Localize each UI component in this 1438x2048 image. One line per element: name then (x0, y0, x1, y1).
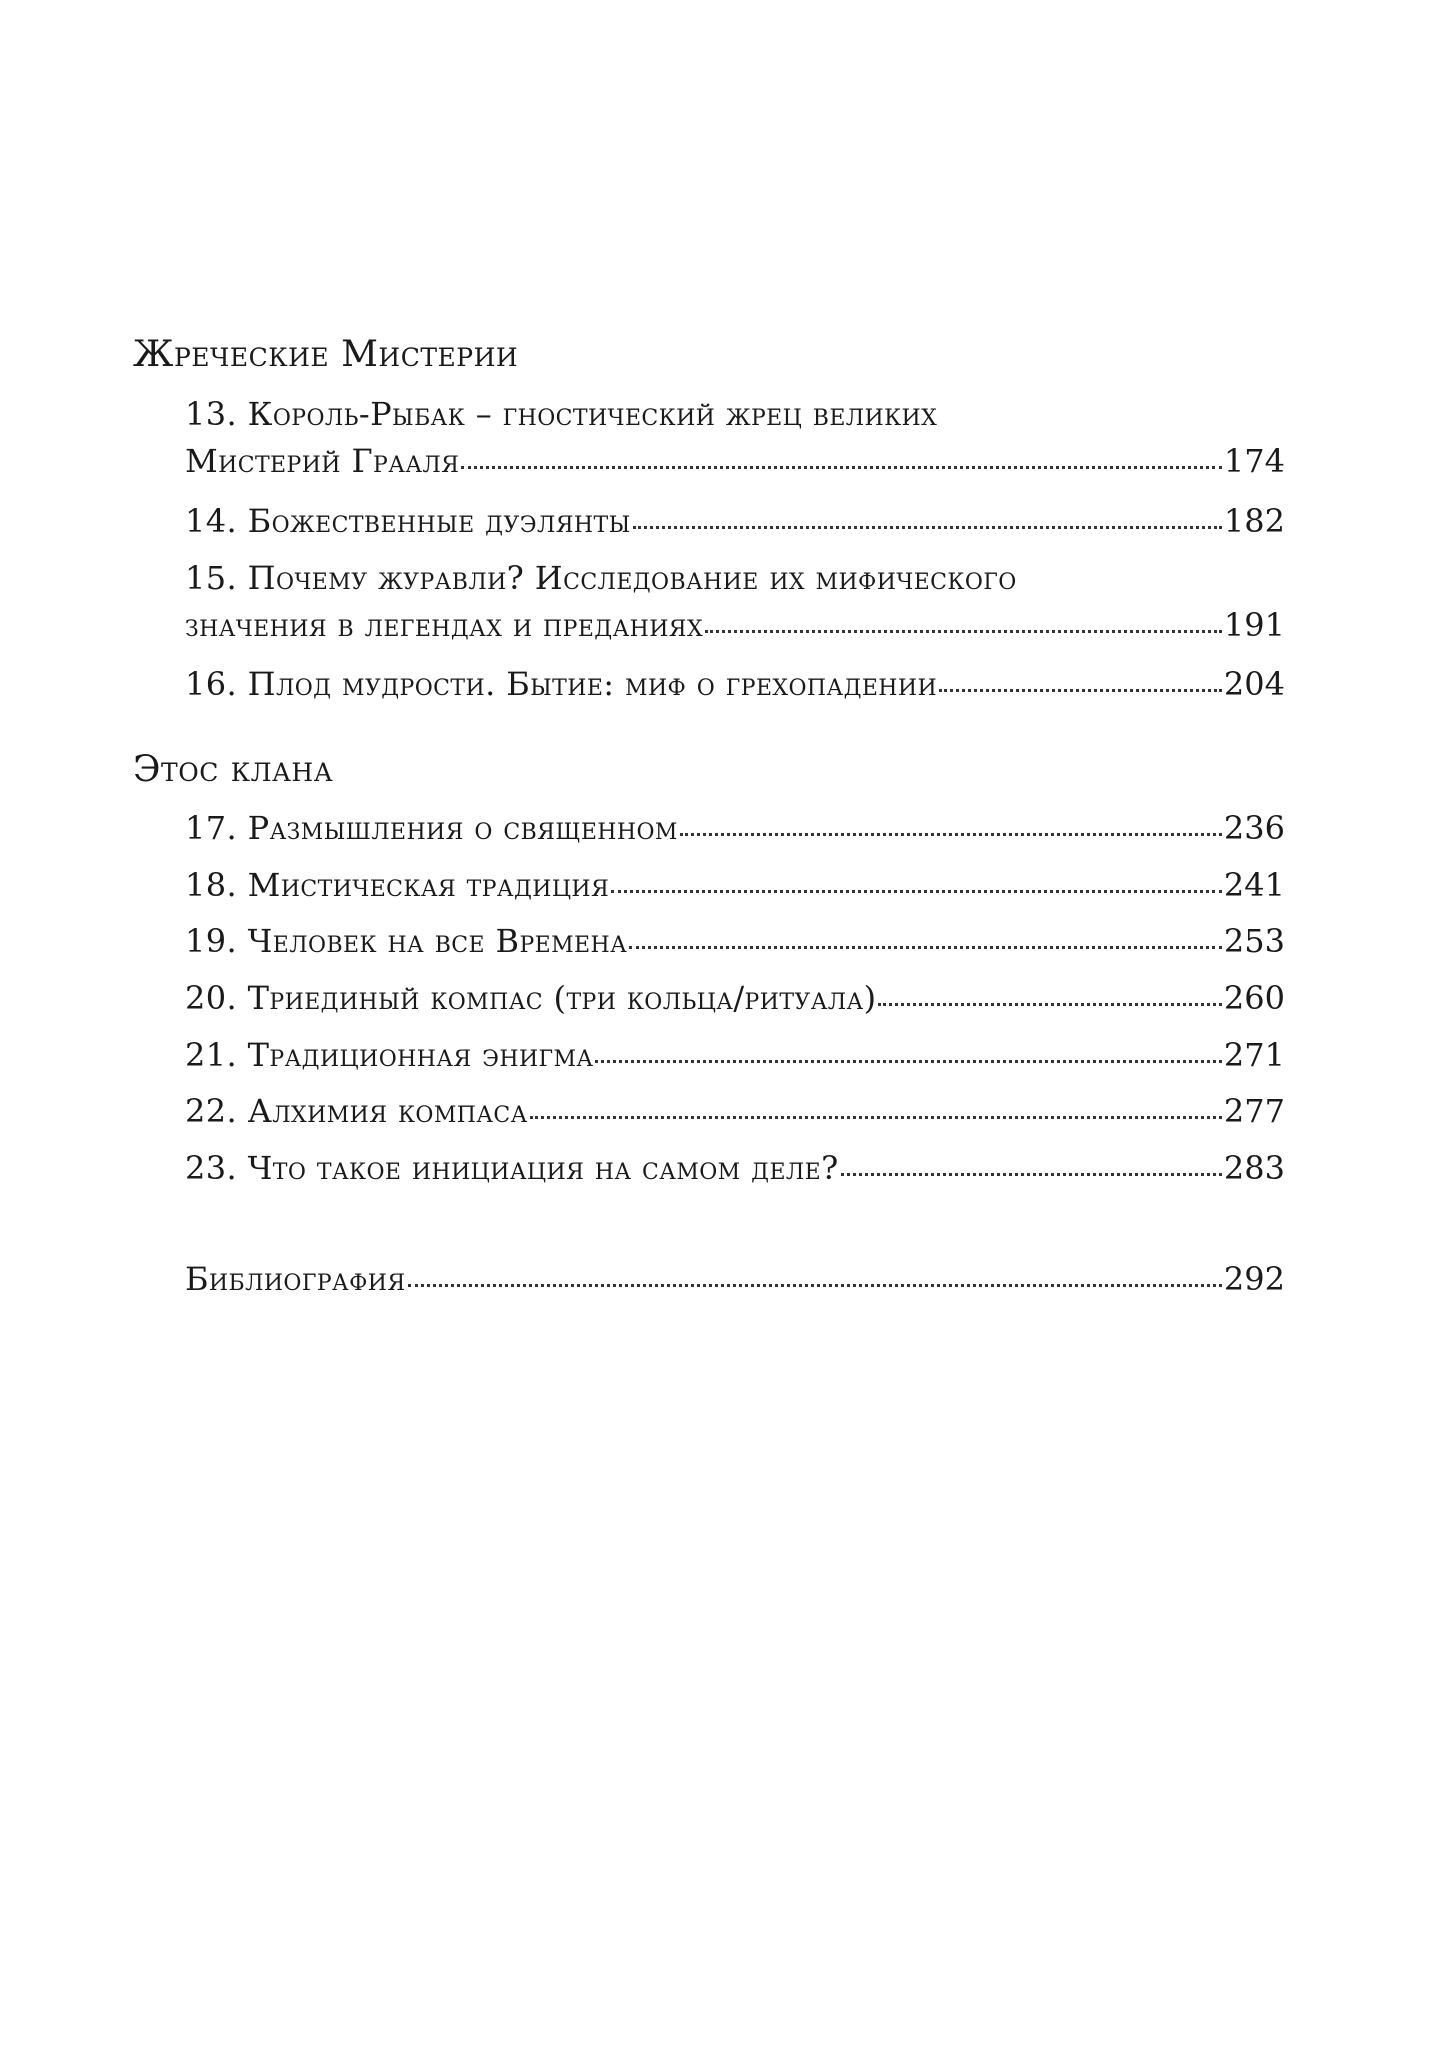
toc-entry-row (185, 809, 1285, 847)
toc-entry-page: 236 (1223, 809, 1285, 847)
toc-entry-row (185, 442, 1285, 480)
toc-entry-row (185, 1092, 1285, 1130)
toc-entry-title: 14. Божественные дуэлянты (185, 502, 631, 540)
toc-entry-bibliography[interactable] (185, 1260, 1285, 1298)
toc-entry-title-line1: 13. Король-Рыбак – гностический жрец великих (185, 395, 938, 433)
toc-entry-row (185, 866, 1285, 904)
toc-entry-row (185, 979, 1285, 1017)
toc-entry-page: 260 (1223, 979, 1285, 1017)
toc-entry-15[interactable] (185, 559, 1285, 644)
toc-entry-title: 17. Размышления о священном (185, 809, 678, 847)
toc-entry-page: 277 (1223, 1092, 1285, 1130)
toc-entry-14[interactable] (185, 502, 1285, 540)
toc-entry-row (185, 606, 1285, 644)
section-heading-priestly-mysteries: Жреческие Мистерии (133, 334, 519, 375)
toc-entry-page: 253 (1223, 922, 1285, 960)
toc-entry-page: 283 (1223, 1149, 1285, 1187)
toc-entry-title: Библиография (185, 1260, 406, 1298)
toc-entry-title: 16. Плод мудрости. Бытие: миф о грехопадении (185, 665, 938, 703)
toc-entry-13[interactable] (185, 395, 1285, 480)
dot-leader (611, 890, 1222, 893)
toc-entry-title: 22. Алхимия компаса (185, 1092, 528, 1130)
toc-entry-21[interactable] (185, 1036, 1285, 1074)
toc-entry-title: Мистерий Грааля (185, 442, 460, 480)
toc-entry-title: 19. Человек на все Времена (185, 922, 628, 960)
toc-entry-row (185, 922, 1285, 960)
toc-entry-page: 271 (1223, 1036, 1285, 1074)
toc-entry-page: 292 (1223, 1260, 1285, 1298)
toc-entry-page: 182 (1223, 502, 1285, 540)
dot-leader (595, 1060, 1221, 1063)
dot-leader (841, 1173, 1222, 1176)
toc-entry-22[interactable] (185, 1092, 1285, 1130)
toc-entry-title: 21. Традиционная энигма (185, 1036, 594, 1074)
dot-leader (939, 689, 1222, 692)
dot-leader (705, 630, 1222, 633)
toc-entry-row (185, 665, 1285, 703)
dot-leader (530, 1116, 1222, 1119)
dot-leader (633, 526, 1222, 529)
toc-entry-row (185, 1149, 1285, 1187)
dot-leader (408, 1284, 1222, 1287)
dot-leader (878, 1003, 1221, 1006)
dot-leader (461, 466, 1222, 469)
toc-entry-23[interactable] (185, 1149, 1285, 1187)
toc-entry-title: 20. Триединый компас (три кольца/ритуала) (185, 979, 877, 1017)
toc-entry-row (185, 502, 1285, 540)
toc-entry-page: 174 (1223, 442, 1285, 480)
toc-entry-18[interactable] (185, 866, 1285, 904)
toc-entry-page: 204 (1223, 665, 1285, 703)
toc-entry-page: 191 (1223, 606, 1285, 644)
toc-entry-row (185, 1036, 1285, 1074)
toc-entry-title: 23. Что такое инициация на самом деле? (185, 1149, 839, 1187)
dot-leader (680, 833, 1222, 836)
toc-entry-page: 241 (1223, 866, 1285, 904)
toc-entry-17[interactable] (185, 809, 1285, 847)
toc-entry-19[interactable] (185, 922, 1285, 960)
toc-entry-row (185, 1260, 1285, 1298)
toc-entry-title-line1: 15. Почему журавли? Исследование их мифического (185, 559, 1017, 597)
toc-entry-16[interactable] (185, 665, 1285, 703)
toc-entry-title: 18. Мистическая традиция (185, 866, 610, 904)
toc-entry-20[interactable] (185, 979, 1285, 1017)
toc-entry-title: значения в легендах и преданиях (185, 606, 704, 644)
section-heading-clan-ethos: Этос клана (133, 749, 334, 790)
dot-leader (629, 946, 1222, 949)
